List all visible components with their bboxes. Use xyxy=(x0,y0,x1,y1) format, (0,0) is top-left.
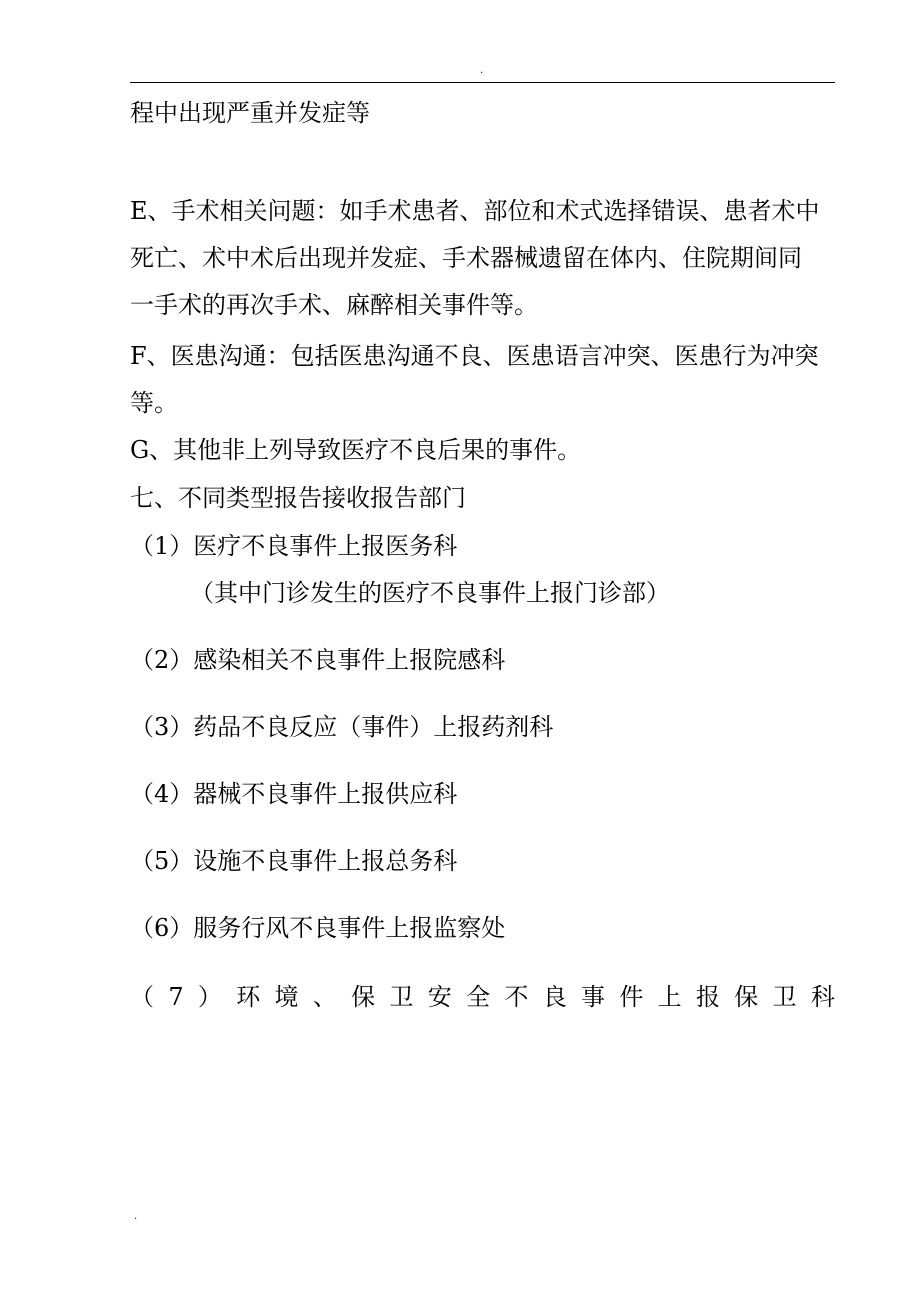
char: 卫 xyxy=(389,983,414,1011)
list-item-6: （6）服务行风不良事件上报监察处 xyxy=(130,914,506,942)
char: ） xyxy=(197,983,222,1011)
item-e-line-2: 死亡、术中术后出现并发症、手术器械遗留在体内、住院期间同 xyxy=(130,244,802,272)
list-item-1-note: （其中门诊发生的医疗不良事件上报门诊部） xyxy=(190,579,670,607)
char: 、 xyxy=(312,983,337,1011)
list-item-7 xyxy=(130,982,835,1012)
char: 件 xyxy=(619,983,644,1011)
char: 境 xyxy=(274,983,299,1011)
item-f-line-1: F、医患沟通：包括医患沟通不良、医患语言冲突、医患行为冲突 xyxy=(130,342,819,370)
list-item-3: （3）药品不良反应（事件）上报药剂科 xyxy=(130,713,554,741)
paragraph-line: 程中出现严重并发症等 xyxy=(130,99,370,127)
list-item-4: （4）器械不良事件上报供应科 xyxy=(130,780,458,808)
char: 报 xyxy=(695,983,720,1011)
char: 不 xyxy=(504,983,529,1011)
char: 安 xyxy=(427,983,452,1011)
section-heading: 七、不同类型报告接收报告部门 xyxy=(130,484,466,512)
item-g-line: G、其他非上列导致医疗不良后果的事件。 xyxy=(130,436,582,464)
char: 保 xyxy=(734,983,759,1011)
char: 卫 xyxy=(772,983,797,1011)
char: 科 xyxy=(810,983,835,1011)
list-item-2: （2）感染相关不良事件上报院感科 xyxy=(130,646,506,674)
list-item-1: （1）医疗不良事件上报医务科 xyxy=(130,532,458,560)
char: 事 xyxy=(581,983,606,1011)
header-rule xyxy=(130,82,835,83)
char: 保 xyxy=(351,983,376,1011)
char: 良 xyxy=(542,983,567,1011)
char: 全 xyxy=(466,983,491,1011)
footer-mark: . xyxy=(134,1211,138,1222)
item-e-line-1: E、手术相关问题：如手术患者、部位和术式选择错误、患者术中 xyxy=(130,197,820,225)
char: 上 xyxy=(657,983,682,1011)
header-mark: . xyxy=(480,65,484,76)
list-item-5: （5）设施不良事件上报总务科 xyxy=(130,847,458,875)
item-f-line-2: 等。 xyxy=(130,389,178,417)
item-e-line-3: 一手术的再次手术、麻醉相关事件等。 xyxy=(130,291,538,319)
char: 7 xyxy=(168,983,184,1011)
char: 环 xyxy=(236,983,261,1011)
char: （ xyxy=(130,983,154,1011)
